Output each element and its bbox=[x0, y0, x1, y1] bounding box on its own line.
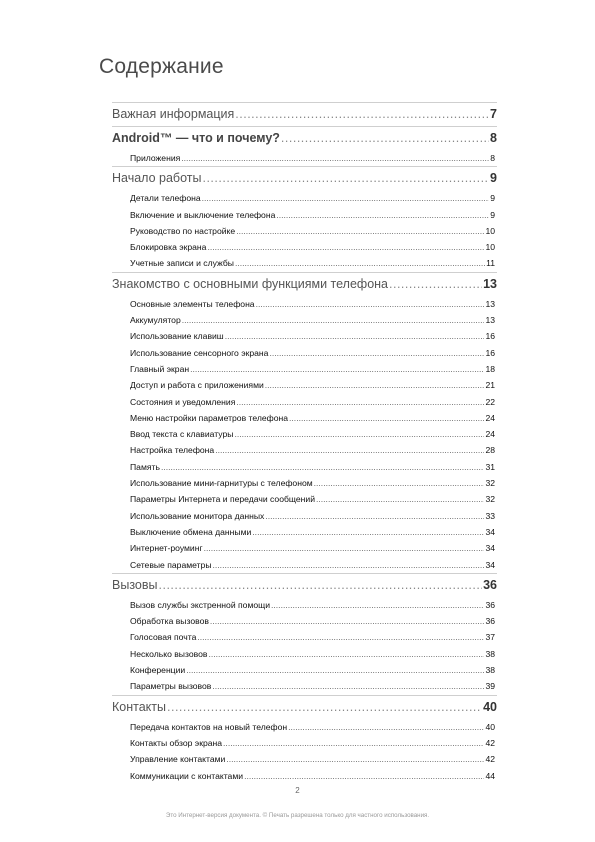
toc-item[interactable] bbox=[112, 735, 497, 751]
toc-item[interactable] bbox=[112, 678, 497, 694]
toc-item-page: 36 bbox=[485, 599, 495, 610]
toc-item-label: Использование монитора данных bbox=[130, 510, 265, 521]
dot-leader bbox=[202, 167, 489, 190]
dot-leader bbox=[244, 768, 484, 784]
toc-item-label: Основные элементы телефона bbox=[130, 298, 255, 309]
toc-item[interactable] bbox=[112, 410, 497, 426]
dot-leader bbox=[252, 524, 484, 540]
toc-item-page: 40 bbox=[485, 721, 495, 732]
toc-item-page: 13 bbox=[485, 315, 495, 326]
toc-item[interactable] bbox=[112, 751, 497, 767]
toc-item[interactable] bbox=[112, 190, 497, 206]
toc-item-label: Аккумулятор bbox=[130, 315, 181, 326]
toc-item-label: Использование клавиш bbox=[130, 331, 224, 342]
toc-item-page: 9 bbox=[490, 209, 495, 220]
toc-item-label: Руководство по настройке bbox=[130, 225, 236, 236]
toc-item-page: 32 bbox=[485, 478, 495, 489]
dot-leader bbox=[265, 508, 484, 524]
dot-leader bbox=[212, 678, 484, 694]
toc-item-label: Контакты обзор экрана bbox=[130, 737, 223, 748]
dot-leader bbox=[215, 442, 484, 458]
toc-item[interactable] bbox=[112, 312, 497, 328]
toc-item-page: 16 bbox=[485, 347, 495, 358]
toc-item[interactable] bbox=[112, 508, 497, 524]
dot-leader bbox=[226, 751, 484, 767]
dot-leader bbox=[256, 296, 485, 312]
dot-leader bbox=[271, 597, 484, 613]
dot-leader bbox=[389, 273, 482, 296]
toc-item[interactable] bbox=[112, 255, 497, 271]
dot-leader bbox=[235, 255, 485, 271]
toc-item-label: Детали телефона bbox=[130, 193, 201, 204]
dot-leader bbox=[269, 345, 484, 361]
dot-leader bbox=[225, 328, 485, 344]
toc-item-label: Включение и выключение телефона bbox=[130, 209, 276, 220]
toc-item[interactable] bbox=[112, 719, 497, 735]
dot-leader bbox=[234, 426, 484, 442]
toc-item-label: Учетные записи и службы bbox=[130, 258, 234, 269]
dot-leader bbox=[181, 150, 489, 166]
toc-item-page: 38 bbox=[485, 648, 495, 659]
toc-item[interactable] bbox=[112, 442, 497, 458]
toc-item[interactable] bbox=[112, 613, 497, 629]
toc-item[interactable] bbox=[112, 150, 497, 166]
toc-item-page: 34 bbox=[485, 543, 495, 554]
dot-leader bbox=[288, 719, 484, 735]
toc-item-page: 42 bbox=[485, 737, 495, 748]
toc-section-label: Начало работы bbox=[112, 171, 202, 186]
toc-section[interactable] bbox=[112, 166, 497, 190]
toc-item-page: 34 bbox=[485, 559, 495, 570]
toc-section-label: Важная информация bbox=[112, 107, 235, 121]
toc-item-label: Параметры вызовов bbox=[130, 681, 212, 692]
dot-leader bbox=[190, 361, 484, 377]
toc-item-page: 44 bbox=[485, 770, 495, 781]
dot-leader bbox=[207, 239, 484, 255]
toc-item-page: 33 bbox=[485, 510, 495, 521]
toc-item-label: Конференции bbox=[130, 665, 186, 676]
toc-item-label: Главный экран bbox=[130, 363, 190, 374]
toc-item-label: Использование мини-гарнитуры с телефоном bbox=[130, 478, 313, 489]
dot-leader bbox=[204, 540, 485, 556]
toc-section[interactable] bbox=[112, 272, 497, 296]
toc-item-page: 10 bbox=[485, 225, 495, 236]
toc-item-label: Голосовая почта bbox=[130, 632, 197, 643]
toc-item-page: 31 bbox=[485, 461, 495, 472]
toc-section-label: Android™ — что и почему? bbox=[112, 131, 280, 145]
toc-item-page: 11 bbox=[486, 258, 495, 269]
toc-item[interactable] bbox=[112, 557, 497, 573]
page-title: Содержание bbox=[99, 55, 224, 78]
footer-note: Это Интернет-версия документа. © Печать разрешена только для частного использования. bbox=[165, 812, 430, 819]
toc-item-page: 38 bbox=[485, 665, 495, 676]
toc-item[interactable] bbox=[112, 540, 497, 556]
toc-item-label: Выключение обмена данными bbox=[130, 526, 252, 537]
toc-item-label: Блокировка экрана bbox=[130, 242, 207, 253]
dot-leader bbox=[186, 662, 484, 678]
toc-section-page: 36 bbox=[483, 577, 497, 592]
toc-item-page: 22 bbox=[485, 396, 495, 407]
toc-item[interactable] bbox=[112, 475, 497, 491]
toc-item[interactable] bbox=[112, 394, 497, 410]
toc-item-label: Доступ и работа с приложениями bbox=[130, 380, 264, 391]
toc-item-page: 8 bbox=[490, 153, 495, 163]
toc-item[interactable] bbox=[112, 629, 497, 645]
toc-item[interactable] bbox=[112, 239, 497, 255]
toc-item-page: 24 bbox=[485, 412, 495, 423]
toc-item-page: 13 bbox=[485, 298, 495, 309]
toc-item-label: Вызов службы экстренной помощи bbox=[130, 599, 271, 610]
toc-item[interactable] bbox=[112, 597, 497, 613]
toc-item-page: 9 bbox=[490, 193, 495, 204]
toc-section-page: 13 bbox=[483, 276, 497, 291]
toc-item-label: Настройка телефона bbox=[130, 445, 215, 456]
toc-item-label: Сетевые параметры bbox=[130, 559, 212, 570]
toc-item-page: 28 bbox=[485, 445, 495, 456]
toc-item-page: 16 bbox=[485, 331, 495, 342]
dot-leader bbox=[197, 629, 484, 645]
toc-section-page: 8 bbox=[490, 131, 497, 145]
toc-item[interactable] bbox=[112, 223, 497, 239]
toc-item[interactable] bbox=[112, 377, 497, 393]
toc-section-page: 7 bbox=[490, 107, 497, 121]
toc-section[interactable] bbox=[112, 573, 497, 597]
dot-leader bbox=[213, 557, 485, 573]
dot-leader bbox=[202, 190, 490, 206]
dot-leader bbox=[167, 696, 482, 719]
toc-item-label: Память bbox=[130, 461, 160, 472]
toc-item[interactable] bbox=[112, 646, 497, 662]
dot-leader bbox=[208, 646, 484, 662]
toc-item[interactable] bbox=[112, 296, 497, 312]
toc-item[interactable] bbox=[112, 426, 497, 442]
toc-item-label: Состояния и уведомления bbox=[130, 396, 236, 407]
toc-item[interactable] bbox=[112, 768, 497, 784]
toc-section-label: Знакомство с основными функциями телефона bbox=[112, 276, 389, 291]
toc-item[interactable] bbox=[112, 361, 497, 377]
toc-section-page: 40 bbox=[483, 699, 497, 714]
dot-leader bbox=[210, 613, 485, 629]
dot-leader bbox=[159, 574, 483, 597]
dot-leader bbox=[236, 394, 484, 410]
toc-item-label: Передача контактов на новый телефон bbox=[130, 721, 288, 732]
toc-section[interactable] bbox=[112, 102, 497, 126]
toc-item-label: Использование сенсорного экрана bbox=[130, 347, 269, 358]
toc-item-label: Обработка вызовов bbox=[130, 616, 209, 627]
toc-item-page: 24 bbox=[485, 429, 495, 440]
toc-item-label: Управление контактами bbox=[130, 754, 226, 765]
dot-leader bbox=[182, 312, 485, 328]
toc-item[interactable] bbox=[112, 662, 497, 678]
toc-item-page: 10 bbox=[485, 242, 495, 253]
dot-leader bbox=[276, 207, 489, 223]
toc-item-page: 36 bbox=[485, 616, 495, 627]
toc-item-label: Меню настройки параметров телефона bbox=[130, 412, 289, 423]
toc-item-page: 21 bbox=[485, 380, 495, 391]
toc-item-label: Параметры Интернета и передачи сообщений bbox=[130, 494, 315, 505]
toc-section-label: Вызовы bbox=[112, 577, 158, 592]
toc-item-label: Интернет-роуминг bbox=[130, 543, 203, 554]
toc-section[interactable] bbox=[112, 126, 497, 150]
page-number: 2 bbox=[295, 786, 300, 795]
toc-section-page: 9 bbox=[490, 171, 497, 186]
toc-section[interactable] bbox=[112, 695, 497, 719]
toc-item[interactable] bbox=[112, 328, 497, 344]
dot-leader bbox=[161, 459, 485, 475]
toc-item[interactable] bbox=[112, 459, 497, 475]
toc-item-page: 37 bbox=[485, 632, 495, 643]
toc-item[interactable] bbox=[112, 345, 497, 361]
dot-leader bbox=[316, 491, 484, 507]
dot-leader bbox=[289, 410, 484, 426]
dot-leader bbox=[223, 735, 484, 751]
toc-item[interactable] bbox=[112, 207, 497, 223]
toc-item-label: Ввод текста с клавиатуры bbox=[130, 429, 234, 440]
toc-section-label: Контакты bbox=[112, 699, 166, 714]
toc-item[interactable] bbox=[112, 491, 497, 507]
toc-item[interactable] bbox=[112, 524, 497, 540]
toc-item-label: Приложения bbox=[130, 153, 181, 163]
dot-leader bbox=[314, 475, 485, 491]
toc-item-page: 34 bbox=[485, 526, 495, 537]
dot-leader bbox=[281, 127, 489, 150]
table-of-contents bbox=[112, 102, 497, 784]
dot-leader bbox=[235, 103, 489, 126]
toc-item-page: 32 bbox=[485, 494, 495, 505]
toc-item-page: 42 bbox=[485, 754, 495, 765]
toc-item-page: 39 bbox=[485, 681, 495, 692]
toc-item-page: 18 bbox=[485, 363, 495, 374]
toc-item-label: Коммуникации с контактами bbox=[130, 770, 244, 781]
dot-leader bbox=[265, 377, 485, 393]
toc-item-label: Несколько вызовов bbox=[130, 648, 208, 659]
dot-leader bbox=[236, 223, 484, 239]
